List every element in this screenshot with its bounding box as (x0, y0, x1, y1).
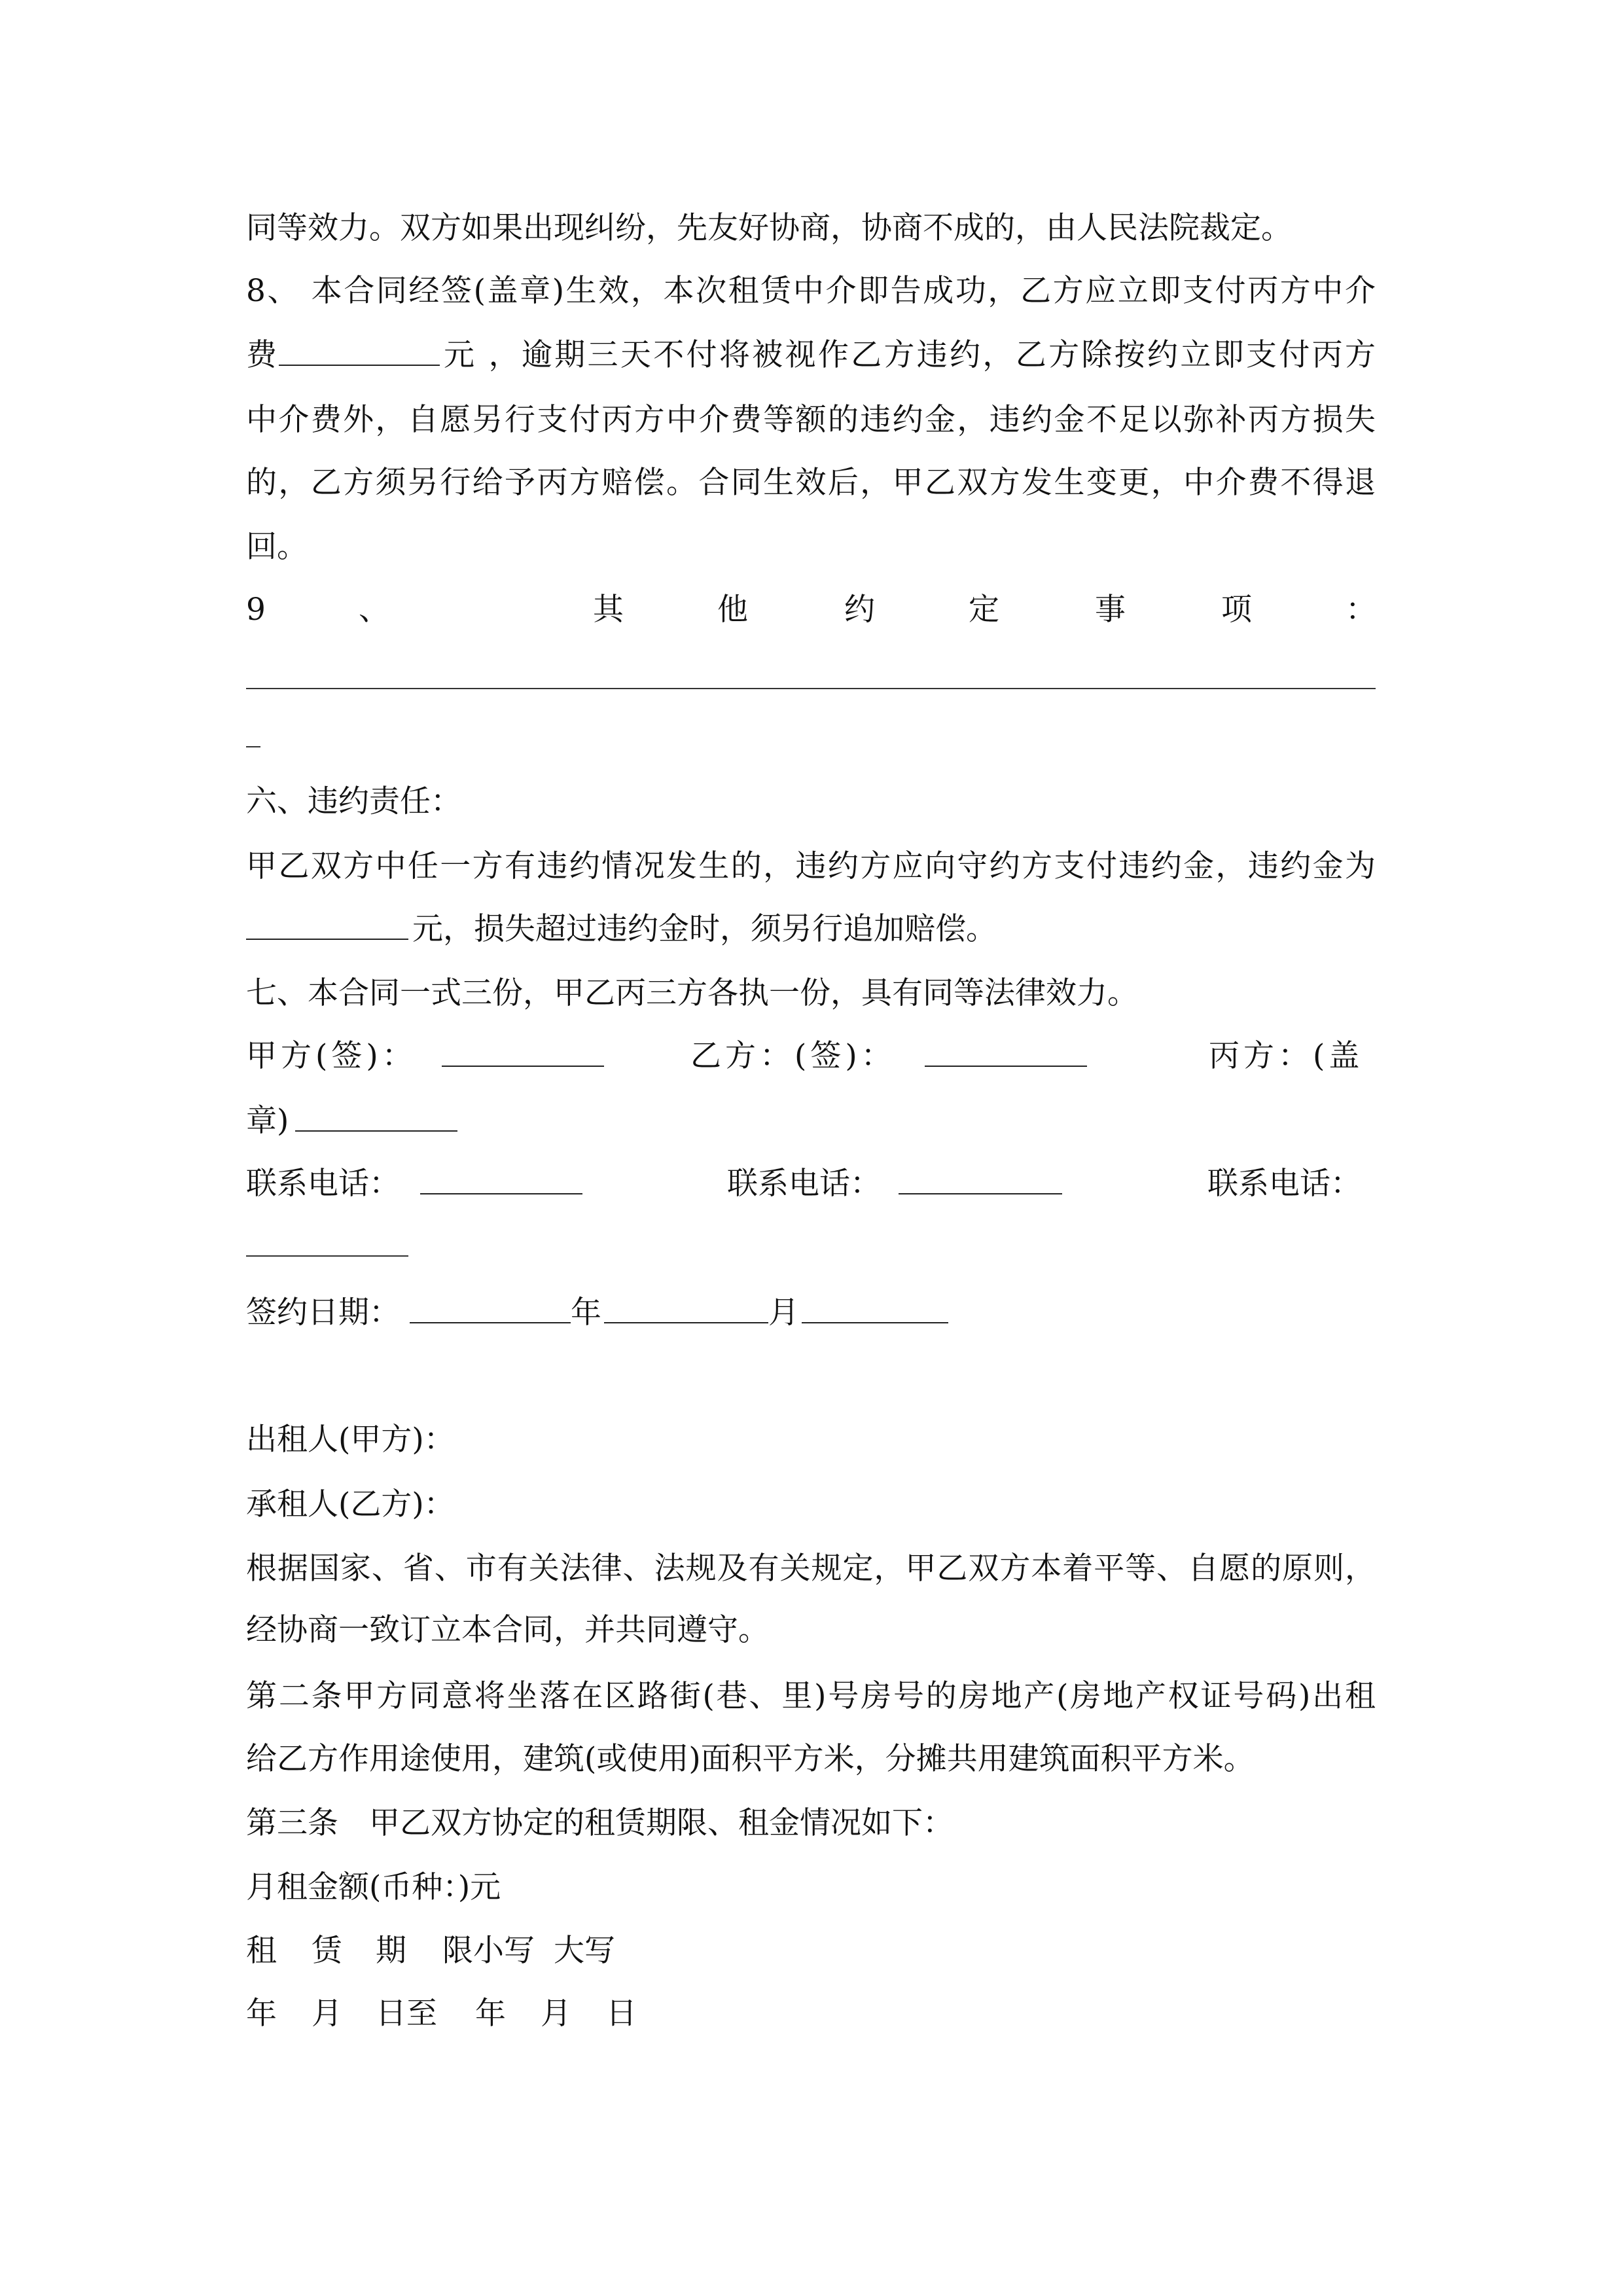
party-b-phone-blank[interactable] (899, 1164, 1062, 1194)
table-cell: 年 (475, 1996, 506, 2032)
clause-9-char: 其 (593, 592, 624, 628)
party-c-sign-blank[interactable] (295, 1102, 457, 1132)
party-b-sign-label: 乙方：(签)： (690, 1038, 896, 1074)
table-cell: 年 (246, 1996, 277, 2032)
party-c-phone-label: 联系电话： (1207, 1166, 1361, 1202)
clause-9-char: 约 (844, 592, 875, 628)
party-a-phone-label: 联系电话： (246, 1166, 400, 1202)
lessor-label: 出租人(甲方)： (246, 1422, 455, 1458)
clause-9-char: 、 (359, 592, 389, 628)
lessee-label: 承租人(乙方)： (246, 1486, 455, 1522)
rent-table-header (246, 1931, 1376, 1971)
table-cell: 租 (246, 1933, 277, 1969)
short-dash (246, 746, 260, 747)
article-3: 第三条 甲乙双方协定的租赁期限、租金情况如下： (246, 1805, 954, 1841)
clause-9-char: ： (1346, 592, 1376, 628)
clause-9-char: 定 (969, 592, 999, 628)
text-line: 的，乙方须另行给予丙方赔偿。合同生效后，甲乙双方发生变更，中介费不得退 (246, 465, 1376, 501)
party-c-sign-label-cont: 章) (246, 1103, 289, 1139)
table-cell: 月 (312, 1996, 342, 2032)
table-cell: 限小写 (442, 1933, 535, 1969)
fee-blank[interactable] (279, 336, 440, 366)
fee-text: 元 ，逾期三天不付将被视作乙方违约，乙方除按约立即支付丙方 (444, 337, 1376, 373)
clause-8-fee-line (246, 336, 1376, 375)
clause-8: 8、 本合同经签(盖章)生效，本次租赁中介即告成功，乙方应立即支付丙方中介 (246, 273, 1376, 309)
article-2: 第二条甲方同意将坐落在区路街(巷、里)号房号的房地产(房地产权证号码)出租 (246, 1678, 1376, 1714)
clause-9-char: 事 (1095, 592, 1126, 628)
text-line: 根据国家、省、市有关法律、法规及有关规定，甲乙双方本着平等、自愿的原则， (246, 1551, 1376, 1587)
section-7: 七、本合同一式三份，甲乙丙三方各执一份，具有同等法律效力。 (246, 975, 1138, 1011)
penalty-blank[interactable] (246, 910, 408, 940)
year-label: 年 (571, 1295, 601, 1331)
month-blank[interactable] (604, 1293, 768, 1323)
party-b-phone-label: 联系电话： (727, 1166, 881, 1202)
party-c-sign-label: 丙方：(盖 (1209, 1038, 1364, 1074)
penalty-text: 元，损失超过违约金时，须另行追加赔偿。 (412, 911, 997, 947)
phone-row (246, 1164, 1376, 1204)
other-terms-blank-line[interactable] (246, 688, 1376, 689)
table-cell: 赁 (312, 1933, 342, 1969)
text-line: 经协商一致订立本合同，并共同遵守。 (246, 1612, 769, 1648)
party-a-phone-blank[interactable] (420, 1164, 582, 1194)
party-a-sign-blank[interactable] (442, 1037, 604, 1067)
party-a-sign-label: 甲方(签)： (246, 1038, 417, 1074)
sign-date-row (246, 1293, 1376, 1333)
text-line: 中介费外，自愿另行支付丙方中介费等额的违约金，违约金不足以弥补丙方损失 (246, 402, 1376, 438)
monthly-rent: 月租金额(币种：)元 (246, 1869, 501, 1905)
sign-date-label: 签约日期： (246, 1295, 400, 1331)
text-line: 给乙方作用途使用，建筑(或使用)面积平方米，分摊共用建筑面积平方米。 (246, 1741, 1255, 1777)
day-blank[interactable] (802, 1293, 948, 1323)
table-cell: 期 (376, 1933, 406, 1969)
clause-9-char: 9 (246, 592, 266, 628)
party-c-phone-blank[interactable] (246, 1255, 408, 1257)
clause-9-char: 项 (1221, 592, 1252, 628)
section-6-title: 六、违约责任： (246, 783, 461, 819)
signature-row (246, 1037, 1376, 1076)
rent-table-row (246, 1994, 1376, 2034)
table-cell: 大写 (554, 1933, 615, 1969)
table-cell: 日至 (376, 1996, 437, 2032)
text-line: 甲乙双方中任一方有违约情况发生的，违约方应向守约方支付违约金，违约金为 (246, 848, 1376, 884)
fee-label: 费 (246, 337, 277, 373)
year-blank[interactable] (410, 1293, 571, 1323)
text-line: 回。 (246, 529, 308, 565)
penalty-line (246, 910, 1376, 949)
month-label: 月 (768, 1295, 799, 1331)
signature-row-cont (246, 1102, 1376, 1141)
paragraph-text: 同等效力。双方如果出现纠纷，先友好协商，协商不成的，由人民法院裁定。 (246, 210, 1292, 246)
party-b-sign-blank[interactable] (925, 1037, 1087, 1067)
text-line (246, 209, 1376, 248)
clause-9-char: 他 (717, 592, 748, 628)
clause-9 (246, 590, 1376, 630)
table-cell: 日 (606, 1996, 637, 2032)
table-cell: 月 (541, 1996, 571, 2032)
